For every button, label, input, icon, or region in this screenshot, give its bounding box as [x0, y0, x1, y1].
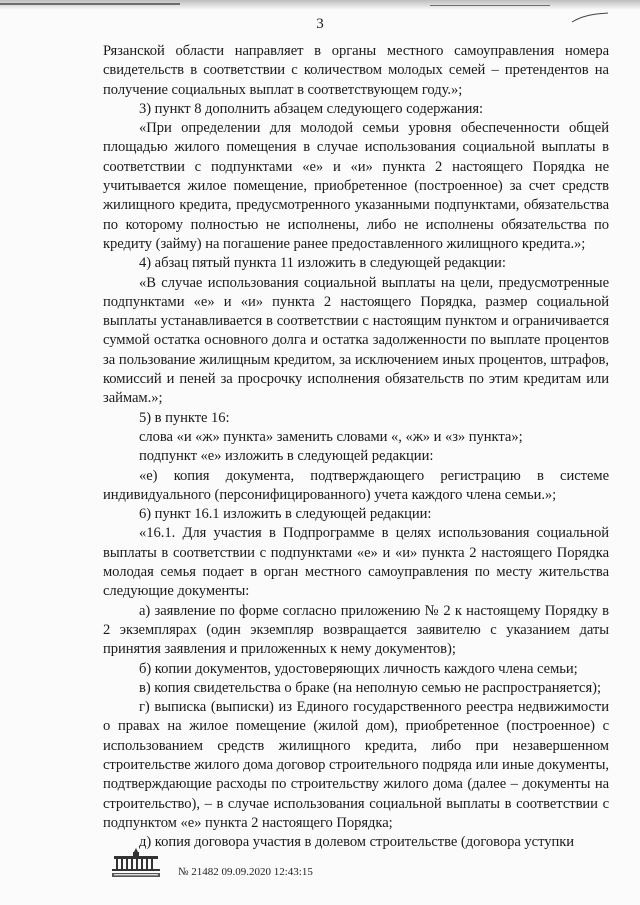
paragraph: Рязанской области направляет в органы местного самоуправления номера свидетельств в соответствии с количеством молодых семей – претендентов на получение социальных выплат в соответствующем году.»;	[103, 43, 609, 98]
scan-streak	[0, 3, 180, 5]
paragraph: 5) в пункте 16:	[139, 409, 230, 426]
paragraph: 3) пункт 8 дополнить абзацем следующего содержания:	[139, 100, 484, 117]
paragraph: 6) пункт 16.1 изложить в следующей редакции:	[139, 506, 432, 523]
scan-shadow	[0, 0, 640, 10]
paragraph: «е) копия документа, подтверждающего регистрацию в системе индивидуального (персонифицированного) учета каждого члена семьи.»;	[103, 467, 609, 503]
paragraph: д) копия договора участия в долевом строительстве (договора уступки	[139, 834, 575, 851]
government-building-stamp-icon	[110, 846, 162, 878]
document-body	[103, 42, 609, 852]
paragraph: б) копии документов, удостоверяющих личность каждого члена семьи;	[139, 660, 578, 677]
paragraph: «В случае использования социальной выплаты на цели, предусмотренные подпунктами «е» и «и» пункта 2 настоящего Порядка, размер социальной выплаты устанавливается в соответствии с настоящим пунктом и ограничивается суммой остатка основного долга и остатка задолженности по выплате процентов за пользование жилищным кредитом, за исключением иных процентов, штрафов, комиссий и пеней за просрочку исполнения обязательств по этим кредитам или займам.»;	[103, 274, 609, 407]
paragraph: подпункт «е» изложить в следующей редакции:	[139, 448, 434, 465]
scan-streak	[430, 5, 550, 6]
paragraph: слова «и «ж» пункта» заменить словами «, «ж» и «з» пункта»;	[139, 428, 523, 445]
paragraph: «При определении для молодой семьи уровня обеспеченности общей площадью жилого помещения в случае использования социальной выплаты в соответствии с подпунктами «е» и «и» пункта 2 настоящего Порядка не учитывается жилое помещение, приобретенное (построенное) за счет средств жилищного кредита, предусмотренного указанными подпунктами, обязательства по которому полностью не исполнены, либо не исполнены обязательства по кредиту (займу) на погашение ранее предоставленного жилищного кредита.»;	[103, 120, 609, 252]
paragraph: в) копия свидетельства о браке (на неполную семью не распространяется);	[139, 679, 601, 696]
paragraph: 4) абзац пятый пункта 11 изложить в следующей редакции:	[139, 255, 506, 272]
document-registration-number: № 21482 09.09.2020 12:43:15	[178, 866, 313, 878]
paragraph: г) выписка (выписки) из Единого государственного реестра недвижимости о правах на жилое помещение (жилой дом), приобретенное (построенное) с использованием средств жилищного кредита, либо при незавершенном строительстве жилого дома договор строительного подряда или иные документы, подтверждающие расходы по строительству жилого дома (далее – документы на строительство), – в случае использования социальной выплаты в соответствии с подпунктом «е» пункта 2 настоящего Порядка;	[103, 699, 609, 831]
page-number: 3	[316, 16, 324, 32]
paragraph: «16.1. Для участия в Подпрограмме в целях использования социальной выплаты в соответствии с подпунктами «е» и «и» пункта 2 настоящего Порядка молодая семья подает в орган местного самоуправления по месту жительства следующие документы:	[103, 525, 609, 600]
paragraph: а) заявление по форме согласно приложению № 2 к настоящему Порядку в 2 экземплярах (один экземпляр возвращается заявителю с указанием даты принятия заявления и приложенных к нему документов);	[103, 602, 609, 658]
